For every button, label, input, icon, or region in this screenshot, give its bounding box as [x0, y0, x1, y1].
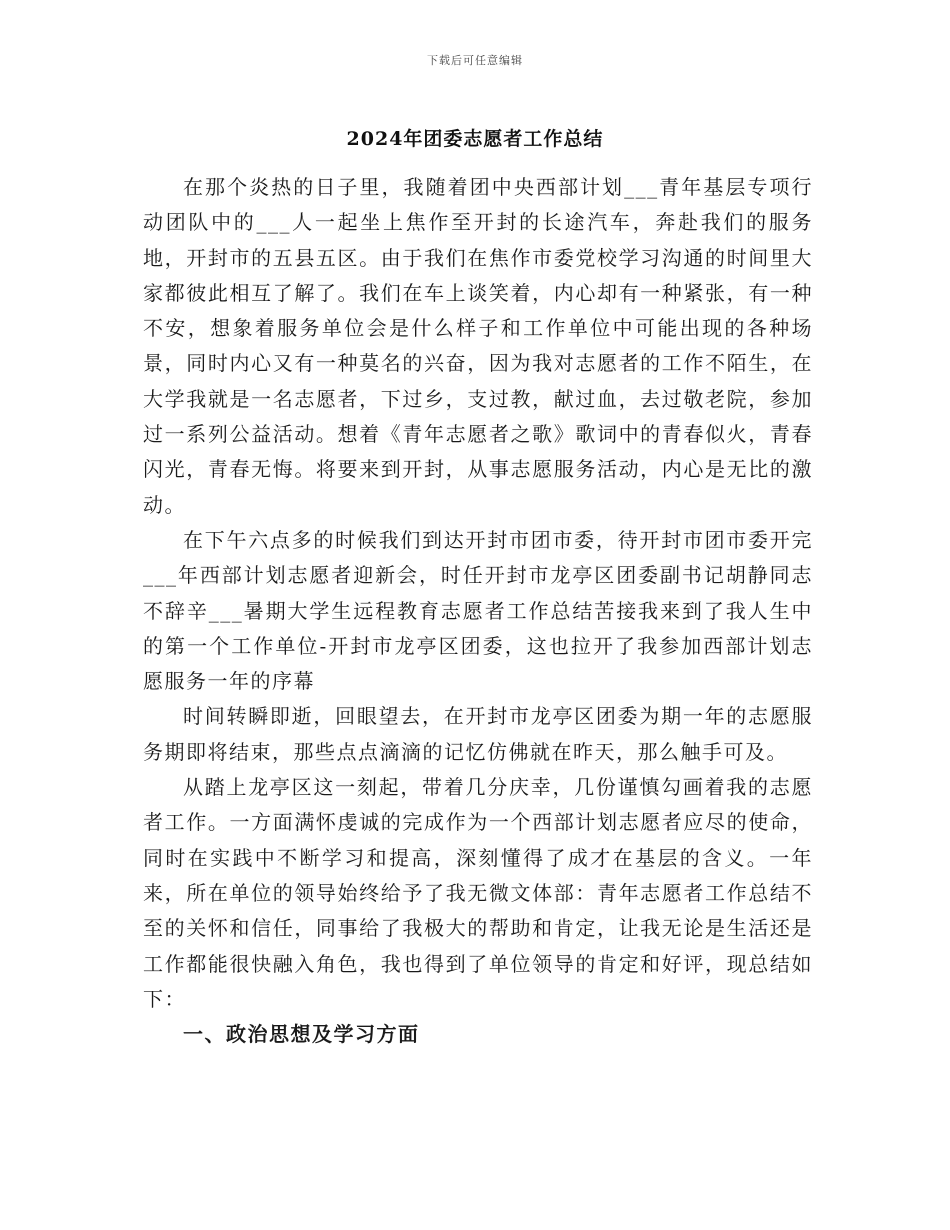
- page-header-note: 下载后可任意编辑: [427, 54, 523, 67]
- document-title: 2024年团委志愿者工作总结: [346, 128, 604, 150]
- paragraph: 在那个炎热的日子里，我随着团中央西部计划___青年基层专项行动团队中的___人一起坐上焦作至开封的长途汽车，奔赴我们的服务地，开封市的五县五区。由于我们在焦作市委党校学习沟通的时间里大家都彼此相互了解了。我们在车上谈笑着，内心却有一种紧张，有一种不安，想象着服务单位会是什么样子和工作单位中可能出现的各种场景，同时内心又有一种莫名的兴奋，因为我对志愿者的工作不陌生，在大学我就是一名志愿者，下过乡，支过教，献过血，去过敬老院，参加过一系列公益活动。想着《青年志愿者之歌》歌词中的青春似火，青春闪光，青春无悔。将要来到开封，从事志愿服务活动，内心是无比的激动。: [143, 175, 813, 517]
- section-heading: 一、政治思想及学习方面: [183, 1022, 420, 1047]
- paragraph: 从踏上龙亭区这一刻起，带着几分庆幸，几份谨慎勾画着我的志愿者工作。一方面满怀虔诚的完成作为一个西部计划志愿者应尽的使命，同时在实践中不断学习和提高，深刻懂得了成才在基层的含义。一年来，所在单位的领导始终给予了我无微文体部：青年志愿者工作总结不至的关怀和信任，同事给了我极大的帮助和肯定，让我无论是生活还是工作都能很快融入角色，我也得到了单位领导的肯定和好评，现总结如下：: [143, 775, 813, 1011]
- paragraph: 时间转瞬即逝，回眼望去，在开封市龙亭区团委为期一年的志愿服务期即将结束，那些点点滴滴的记忆仿佛就在昨天，那么触手可及。: [143, 704, 813, 764]
- document-body: [143, 170, 813, 1052]
- paragraph: 在下午六点多的时候我们到达开封市团市委，待开封市团市委开完___年西部计划志愿者迎新会，时任开封市龙亭区团委副书记胡静同志不辞辛___暑期大学生远程教育志愿者工作总结苦接我来到了我人生中的第一个工作单位-开封市龙亭区团委，这也拉开了我参加西部计划志愿服务一年的序幕: [143, 527, 813, 694]
